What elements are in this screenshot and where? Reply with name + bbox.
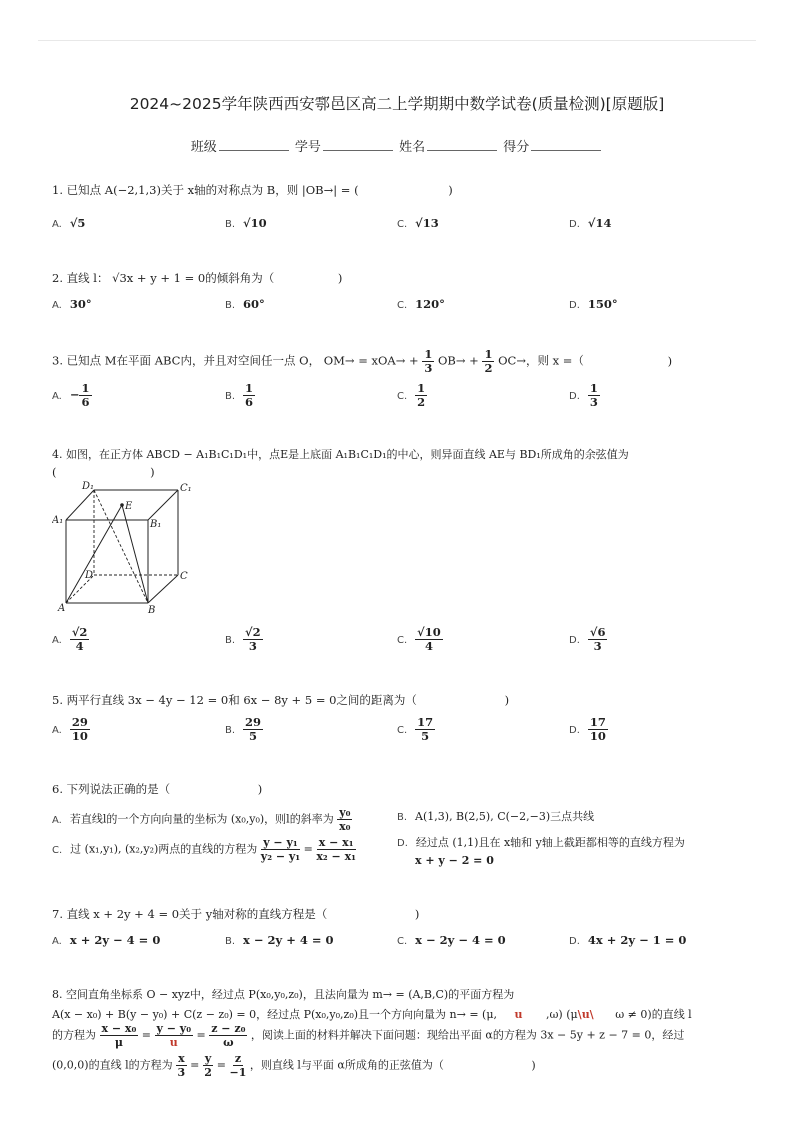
q3-text-a: 3. 已知点 M在平面 ABC内，并且对空间任一点 O， OM→ = xOA→ + [52, 353, 419, 368]
q1-option-b[interactable] [225, 216, 267, 230]
option-text: 60° [243, 297, 265, 311]
q7-option-b[interactable] [225, 933, 334, 947]
q2-option-b[interactable] [225, 297, 265, 311]
option-key: A. [52, 219, 62, 230]
question-6-stem [52, 781, 262, 797]
option-key: D. [569, 936, 580, 947]
option-frac-1: $\frac{\text{y − y₁}}{\text{y₂ − y₁}}$ [260, 836, 301, 863]
option-key: A. [52, 390, 62, 402]
q3-option-c[interactable] [397, 382, 427, 409]
option-key: D. [569, 390, 580, 402]
equals: = [303, 842, 313, 856]
option-key: B. [225, 724, 236, 736]
cube-figure [52, 480, 202, 615]
class-blank[interactable] [219, 140, 289, 151]
option-key: D. [569, 300, 580, 311]
option-frac: $\frac{17}{5}$ [417, 715, 434, 743]
q4-close: ) [150, 465, 155, 479]
option-key: D. [569, 219, 580, 230]
q7-option-d[interactable] [569, 933, 686, 947]
q2-close: ) [337, 271, 343, 285]
option-text: √13 [415, 216, 439, 230]
option-key: B. [225, 219, 236, 230]
option-frac: $\frac{√10}{4}$ [417, 625, 441, 653]
option-frac: $\frac{1}{2}$ [417, 381, 426, 409]
option-key: B. [225, 634, 236, 646]
option-key: C. [397, 300, 408, 311]
q2-option-a[interactable] [52, 297, 92, 311]
option-frac-2: $\frac{\text{x − x₁}}{\text{x₂ − x₁}}$ [316, 836, 356, 863]
q8-frac-1: $\frac{\text{x − x₀}}{\mu}$ [101, 1022, 137, 1049]
q7-text: 7. 直线 x + 2y + 4 = 0关于 y轴对称的直线方程是（ [52, 907, 328, 921]
q8-line2-b: ,ω) (μ [545, 1008, 578, 1021]
q4-option-c[interactable] [397, 626, 443, 653]
q3-option-b[interactable] [225, 382, 255, 409]
score-blank[interactable] [531, 140, 601, 151]
option-text: 若直线l的一个方向向量的坐标为 (x₀,y₀)，则l的斜率为 [69, 812, 334, 826]
name-blank[interactable] [427, 140, 497, 151]
option-frac: $\frac{1}{6}$ [245, 381, 254, 409]
q5-option-d[interactable] [569, 716, 608, 743]
q8-frac-2: $\frac{\text{y − y₀}}{u}$ [156, 1022, 192, 1049]
option-key: D. [397, 838, 408, 849]
option-text: x − 2y + 4 = 0 [243, 933, 334, 947]
q8-red-u2: \u\ [577, 1008, 594, 1021]
q8-line4-b: ，则直线 l与平面 α所成角的正弦值为（ [249, 1058, 444, 1072]
q4-text: 4. 如图，在正方体 ABCD − A₁B₁C₁D₁中，点E是上底面 A₁B₁C₁D₁的中心，则异面直线 AE与 BD₁所成角的余弦值为 [52, 448, 629, 461]
option-text: 30° [69, 297, 92, 311]
option-key: C. [52, 844, 63, 856]
score-label: 得分 [503, 140, 530, 155]
class-label: 班级 [190, 140, 217, 155]
label-a: A [58, 603, 66, 614]
q5-text: 5. 两平行直线 3x − 4y − 12 = 0和 6x − 8y + 5 = 0之间的距离为（ [52, 693, 417, 707]
q3-text-b: OB→ + [437, 353, 479, 368]
q6-option-a[interactable] [52, 806, 352, 833]
q8-line-2 [52, 1006, 692, 1022]
q8-frac-g3: $\frac{z}{-1}$ [229, 1052, 247, 1079]
question-1-stem [52, 182, 453, 198]
q5-option-c[interactable] [397, 716, 435, 743]
q4-open: ( [52, 465, 57, 479]
option-text: √5 [69, 216, 86, 230]
option-key: B. [225, 300, 236, 311]
q1-option-a[interactable] [52, 216, 85, 230]
option-text: x − 2y − 4 = 0 [415, 933, 506, 947]
question-7-stem [52, 906, 419, 922]
edge-b1c1 [148, 490, 178, 520]
label-c1: C₁ [180, 483, 192, 494]
question-4-stem [52, 447, 629, 463]
q7-option-a[interactable] [52, 933, 160, 947]
option-key: B. [225, 390, 236, 402]
name-label: 姓名 [399, 140, 426, 155]
option-text: 4x + 2y − 1 = 0 [587, 933, 687, 947]
q7-option-c[interactable] [397, 933, 506, 947]
option-key: C. [397, 936, 408, 947]
option-text: 150° [587, 297, 618, 311]
q3-text-c: OC→，则 x =（ [498, 353, 584, 368]
option-key: D. [569, 724, 580, 736]
q6-text: 6. 下列说法正确的是（ [52, 782, 171, 796]
q6-option-b[interactable] [397, 808, 594, 824]
q1-option-c[interactable] [397, 216, 439, 230]
q8-close: ) [531, 1058, 536, 1072]
id-blank[interactable] [323, 140, 393, 151]
label-c: C [180, 571, 188, 582]
q1-option-d[interactable] [569, 216, 611, 230]
q8-line2-a: A(x − x₀) + B(y − y₀) + C(z − z₀) = 0，经过点 P(x₀,y₀,z₀)且一个方向向量为 n→ = (μ, [52, 1008, 497, 1021]
option-text-2: x + y − 2 = 0 [415, 854, 494, 867]
label-d: D [85, 570, 94, 581]
option-key: C. [397, 219, 408, 230]
label-b: B [148, 605, 156, 615]
label-b1: B₁ [150, 519, 162, 530]
option-key: D. [569, 634, 580, 646]
question-2-stem [52, 270, 342, 286]
q8-line-4: (0,0,0)的直线 l的方程为 $\frac{x}{3}$ = $\frac{y}{2}$ = $\frac{z}{-1}$ ，则直线 l与平面 α所成角的正弦值为（ ) [52, 1052, 536, 1079]
option-frac: $\frac{1}{3}$ [589, 381, 598, 409]
option-text: √10 [243, 216, 267, 230]
q6-option-c[interactable] [52, 836, 356, 863]
q3-frac-2: $\frac{1}{2}$ [484, 347, 493, 375]
q1-text: 1. 已知点 A(−2,1,3)关于 x轴的对称点为 B，则 |OB→| = ( [52, 183, 359, 197]
question-4-paren [52, 464, 155, 480]
option-frac: $\frac{29}{5}$ [245, 715, 262, 743]
option-text: √14 [587, 216, 612, 230]
option-key: A. [52, 300, 62, 311]
option-text: 120° [415, 297, 445, 311]
option-frac: $\frac{29}{10}$ [71, 715, 88, 743]
q5-option-a[interactable] [52, 716, 90, 743]
question-3-stem [52, 348, 672, 375]
option-text: 过 (x₁,y₁), (x₂,y₂)两点的直线的方程为 [70, 842, 258, 856]
question-5-stem [52, 692, 509, 708]
point-e [120, 503, 124, 507]
label-d1: D₁ [82, 481, 95, 492]
q5-close: ) [504, 693, 510, 707]
option-key: B. [225, 936, 236, 947]
option-key: C. [397, 634, 408, 646]
option-sign: − [69, 387, 80, 402]
q6-option-d[interactable] [397, 834, 685, 867]
option-key: C. [397, 390, 408, 402]
option-key: A. [52, 936, 62, 947]
label-e: E [125, 501, 133, 512]
option-text: 经过点 (1,1)且在 x轴和 y轴上截距都相等的直线方程为 [415, 836, 685, 849]
q3-option-d[interactable] [569, 382, 600, 409]
q2-text: 2. 直线 l： √3x + y + 1 = 0的倾斜角为（ [52, 271, 275, 285]
edge-a1d1 [66, 490, 94, 520]
q8-frac-3: $\frac{\text{z − z₀}}{\omega}$ [211, 1022, 246, 1049]
q2-option-d[interactable] [569, 297, 618, 311]
q2-option-c[interactable] [397, 297, 445, 311]
q8-line3-a: 的方程为 [52, 1028, 96, 1042]
q7-close: ) [414, 907, 420, 921]
q3-frac-1: $\frac{1}{3}$ [424, 347, 433, 375]
label-a1: A₁ [52, 515, 64, 526]
q3-option-a[interactable] [52, 382, 92, 409]
q4-option-d[interactable] [569, 626, 607, 653]
option-key: A. [52, 724, 62, 736]
option-text: A(1,3), B(2,5), C(−2,−3)三点共线 [415, 810, 595, 823]
q4-option-b[interactable] [225, 626, 263, 653]
q6-close: ) [257, 782, 263, 796]
q4-option-a[interactable] [52, 626, 89, 653]
q8-line-1: 8. 空间直角坐标系 O − xyz中，经过点 P(x₀,y₀,z₀)，且法向量为 m→ = (A,B,C)的平面方程为 [52, 988, 515, 1001]
q5-option-b[interactable] [225, 716, 263, 743]
q8-frac-g1: $\frac{x}{3}$ [177, 1052, 186, 1079]
q8-line-3: 的方程为 $\frac{\text{x − x₀}}{\mu}$ = $\frac{\text{y − y₀}}{u}$ = $\frac{\text{z − z₀}}{\omega}$ ，阅读上面的材料并解决下面问题：现给出平面 α的方程为 3x − 5y + z − 7 = 0，经过 [52, 1022, 685, 1049]
header-rule [38, 40, 756, 41]
student-info-row [0, 136, 794, 155]
option-key: A. [52, 634, 62, 646]
option-frac: $\frac{1}{6}$ [81, 381, 90, 409]
option-frac: $\frac{√2}{4}$ [71, 625, 88, 653]
q3-close: ) [667, 353, 673, 368]
edge-bc [148, 575, 178, 603]
page-title: 2024~2025学年陕西西安鄠邑区高二上学期期中数学试卷(质量检测)[原题版] [129, 95, 665, 113]
option-text: x + 2y − 4 = 0 [69, 933, 161, 947]
q8-line4-a: (0,0,0)的直线 l的方程为 [52, 1058, 173, 1072]
q8-frac-g2: $\frac{y}{2}$ [204, 1052, 212, 1079]
option-frac: $\frac{√2}{3}$ [245, 625, 261, 653]
q1-close: ) [448, 183, 453, 197]
option-frac: $\frac{\text{y₀}}{\text{x₀}}$ [339, 806, 351, 833]
q8-line3-b: ，阅读上面的材料并解决下面问题：现给出平面 α的方程为 3x − 5y + z − 7 = 0，经过 [250, 1028, 685, 1042]
q8-red-u: u [514, 1008, 523, 1021]
id-label: 学号 [294, 140, 321, 155]
option-frac: $\frac{17}{10}$ [589, 715, 606, 743]
q8-line2-c: ω ≠ 0)的直线 l [615, 1008, 692, 1021]
option-key: B. [397, 812, 408, 823]
option-key: C. [397, 724, 408, 736]
option-frac: $\frac{√6}{3}$ [589, 625, 606, 653]
option-key: A. [52, 814, 62, 826]
